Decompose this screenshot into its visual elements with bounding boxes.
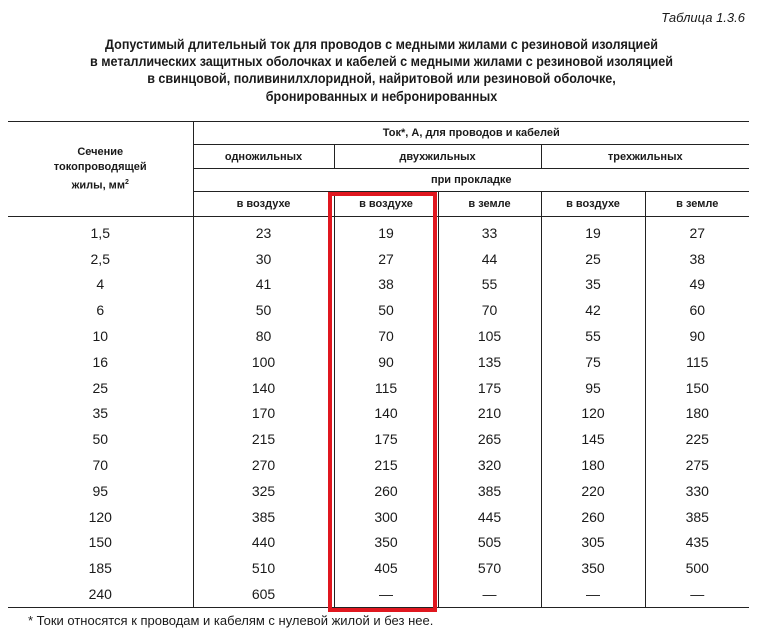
current-cell: 115 — [645, 349, 749, 375]
current-cell: 35 — [541, 272, 645, 298]
current-cell: 42 — [541, 297, 645, 323]
group-single-core: одножильных — [193, 145, 334, 169]
current-cell: 90 — [645, 323, 749, 349]
current-cell: 385 — [193, 504, 334, 530]
table-row — [8, 272, 749, 298]
current-cell: 50 — [334, 297, 438, 323]
current-cell: 49 — [645, 272, 749, 298]
current-cell: 300 — [334, 504, 438, 530]
current-cell: 105 — [438, 323, 541, 349]
current-cell: 90 — [334, 349, 438, 375]
current-cell: 70 — [334, 323, 438, 349]
unit-superscript: 2 — [124, 178, 129, 186]
table-row — [8, 401, 749, 427]
current-cell: — — [645, 581, 749, 607]
current-cell: 25 — [541, 246, 645, 272]
current-cell: 100 — [193, 349, 334, 375]
table-row — [8, 323, 749, 349]
current-cell: 19 — [541, 217, 645, 246]
section-cell: 16 — [92, 353, 109, 370]
current-cell: 55 — [438, 272, 541, 298]
current-cell: 180 — [541, 452, 645, 478]
section-cell: 50 — [92, 431, 109, 448]
section-cell: 6 — [96, 302, 105, 319]
table-row — [8, 555, 749, 581]
title-line: в свинцовой, поливинилхлоридной, найритовой или резиновой оболочке, — [147, 71, 616, 87]
current-cell: 27 — [645, 217, 749, 246]
current-cell: 75 — [541, 349, 645, 375]
current-cell: 145 — [541, 426, 645, 452]
title-line: бронированных и небронированных — [265, 88, 498, 104]
current-cell: 220 — [541, 478, 645, 504]
section-cell: 1,5 — [90, 224, 110, 241]
current-cell: — — [438, 581, 541, 607]
section-cell: 2,5 — [90, 250, 110, 267]
table-row — [8, 375, 749, 401]
section-cell: 4 — [96, 276, 105, 293]
table-row — [8, 426, 749, 452]
current-cell: 41 — [193, 272, 334, 298]
group-three-core: трехжильных — [541, 145, 749, 169]
table-row — [8, 217, 749, 246]
current-cell: 385 — [645, 504, 749, 530]
col-header-air: в воздухе — [193, 192, 334, 217]
current-cell: 385 — [438, 478, 541, 504]
col-header-air: в воздухе — [541, 192, 645, 217]
table-row — [8, 581, 749, 607]
section-cell: 150 — [88, 534, 112, 551]
current-cell: 38 — [645, 246, 749, 272]
footnote: * Токи относятся к проводам и кабелям с нулевой жилой и без нее. — [8, 607, 749, 634]
current-cell: 210 — [438, 401, 541, 427]
section-cell: 240 — [88, 586, 112, 603]
current-cell: 38 — [334, 272, 438, 298]
current-cell: 570 — [438, 555, 541, 581]
table-row — [8, 504, 749, 530]
current-cell: 325 — [193, 478, 334, 504]
current-cell: 115 — [334, 375, 438, 401]
title-line: Допустимый длительный ток для проводов с медными жилами с резиновой изоляцией — [105, 37, 658, 52]
current-cell: 180 — [645, 401, 749, 427]
section-header: Сечение токопроводящей жилы, $мм^2$ — [8, 122, 193, 217]
col-header-air: в воздухе — [334, 192, 438, 217]
current-cell: 55 — [541, 323, 645, 349]
current-cell: 305 — [541, 530, 645, 556]
title-line: в металлических защитных оболочках и кабелей с медными жилами с резиновой изоляцией — [90, 54, 673, 70]
current-cell: 140 — [193, 375, 334, 401]
laying-header: при прокладке — [193, 169, 749, 192]
current-cell: 270 — [193, 452, 334, 478]
current-cell: 150 — [645, 375, 749, 401]
table-number: Таблица 1.3.6 — [661, 10, 745, 25]
current-cell: 120 — [541, 401, 645, 427]
current-cell: 505 — [438, 530, 541, 556]
section-cell: 120 — [88, 508, 112, 525]
current-cell: — — [334, 581, 438, 607]
col-header-ground: в земле — [645, 192, 749, 217]
section-cell: 185 — [88, 560, 112, 577]
current-cell: 350 — [334, 530, 438, 556]
current-cell: 445 — [438, 504, 541, 530]
section-cell: 70 — [92, 457, 109, 474]
current-cell: 605 — [193, 581, 334, 607]
section-cell: 95 — [92, 482, 109, 499]
table-row — [8, 452, 749, 478]
current-cell: 260 — [541, 504, 645, 530]
current-cell: 215 — [193, 426, 334, 452]
section-cell: 10 — [92, 328, 109, 345]
group-two-core: двухжильных — [334, 145, 541, 169]
current-cell: 33 — [438, 217, 541, 246]
current-cell: 95 — [541, 375, 645, 401]
current-cell: 215 — [334, 452, 438, 478]
current-cell: 175 — [438, 375, 541, 401]
current-cell: 27 — [334, 246, 438, 272]
table-row — [8, 349, 749, 375]
col-header-ground: в земле — [438, 192, 541, 217]
current-cell: 265 — [438, 426, 541, 452]
current-cell: 440 — [193, 530, 334, 556]
current-cell: 500 — [645, 555, 749, 581]
current-cell: 50 — [193, 297, 334, 323]
current-cell: 350 — [541, 555, 645, 581]
current-cell: 140 — [334, 401, 438, 427]
current-cell: 330 — [645, 478, 749, 504]
current-cell: 135 — [438, 349, 541, 375]
table-row — [8, 297, 749, 323]
current-cell: 70 — [438, 297, 541, 323]
current-cell: 320 — [438, 452, 541, 478]
current-cell: 225 — [645, 426, 749, 452]
current-cell: 275 — [645, 452, 749, 478]
current-cell: 435 — [645, 530, 749, 556]
table-title — [27, 36, 737, 105]
current-header: Ток*, А, для проводов и кабелей — [193, 122, 749, 145]
current-cell: 44 — [438, 246, 541, 272]
section-cell: 35 — [92, 405, 109, 422]
table-row — [8, 530, 749, 556]
current-table — [8, 121, 749, 634]
current-cell: 80 — [193, 323, 334, 349]
current-cell: 170 — [193, 401, 334, 427]
current-cell: — — [541, 581, 645, 607]
current-cell: 260 — [334, 478, 438, 504]
current-cell: 60 — [645, 297, 749, 323]
table-row — [8, 478, 749, 504]
current-cell: 510 — [193, 555, 334, 581]
table-row — [8, 246, 749, 272]
current-cell: 175 — [334, 426, 438, 452]
section-cell: 25 — [92, 379, 109, 396]
current-cell: 19 — [334, 217, 438, 246]
current-cell: 23 — [193, 217, 334, 246]
current-cell: 30 — [193, 246, 334, 272]
current-cell: 405 — [334, 555, 438, 581]
